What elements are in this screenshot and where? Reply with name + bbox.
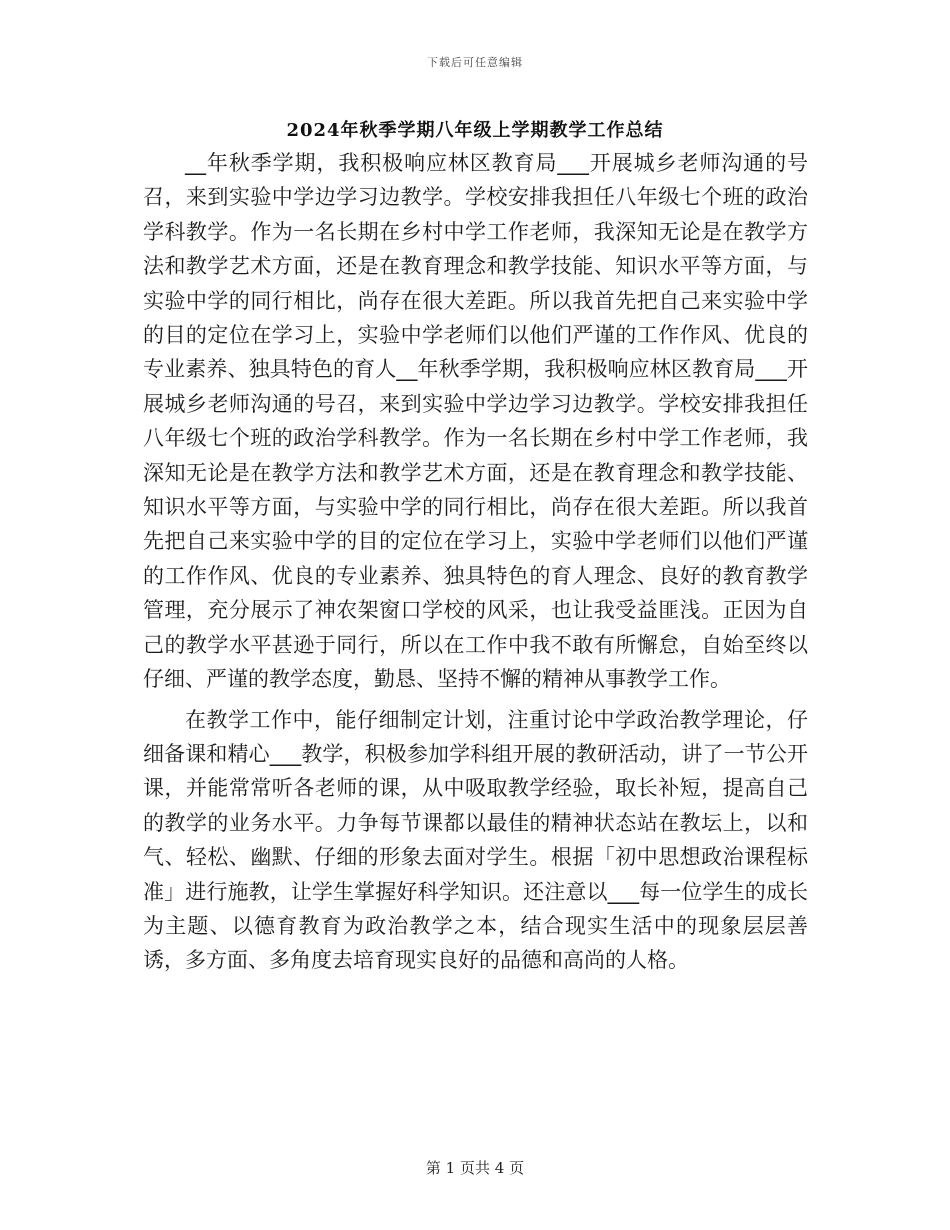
page-header-note: 下载后可任意编辑 [427, 56, 523, 69]
body-paragraph-1: __年秋季学期，我积极响应林区教育局___开展城乡老师沟通的号召，来到实验中学边学习边教学。学校安排我担任八年级七个班的政治学科教学。作为一名长期在乡村中学工作老师，我深知无论是在教学方法和教学艺术方面，还是在教育理念和教学技能、知识水平等方面，与实验中学的同行相比，尚存在很大差距。所以我首先把自己来实验中学的目的定位在学习上，实验中学老师们以他们严谨的工作作风、优良的专业素养、独具特色的育人__年秋季学期，我积极响应林区教育局___开展城乡老师沟通的号召，来到实验中学边学习边教学。学校安排我担任八年级七个班的政治学科教学。作为一名长期在乡村中学工作老师，我深知无论是在教学方法和教学艺术方面，还是在教育理念和教学技能、知识水平等方面，与实验中学的同行相比，尚存在很大差距。所以我首先把自己来实验中学的目的定位在学习上，实验中学老师们以他们严谨的工作作风、优良的专业素养、独具特色的育人理念、良好的教育教学管理，充分展示了神农架窗口学校的风采，也让我受益匪浅。正因为自己的教学水平甚逊于同行，所以在工作中我不敢有所懈怠，自始至终以仔细、严谨的教学态度，勤恳、坚持不懈的精神从事教学工作。 [143, 151, 808, 692]
body-paragraph-2: 在教学工作中，能仔细制定计划，注重讨论中学政治教学理论，仔细备课和精心___教学，积极参加学科组开展的教研活动，讲了一节公开课，并能常常听各老师的课，从中吸取教学经验，取长补短，提高自己的教学的业务水平。力争每节课都以最佳的精神状态站在教坛上，以和气、轻松、幽默、仔细的形象去面对学生。根据「初中思想政治课程标准」进行施教，让学生掌握好科学知识。还注意以___每一位学生的成长为主题、以德育教育为政治教学之本，结合现实生活中的现象层层善诱，多方面、多角度去培育现实良好的品德和高尚的人格。 [143, 707, 808, 973]
document-title: 2024年秋季学期八年级上学期教学工作总结 [286, 120, 664, 141]
document-body [143, 146, 808, 984]
page-number-footer: 第 1 页共 4 页 [425, 1159, 525, 1177]
